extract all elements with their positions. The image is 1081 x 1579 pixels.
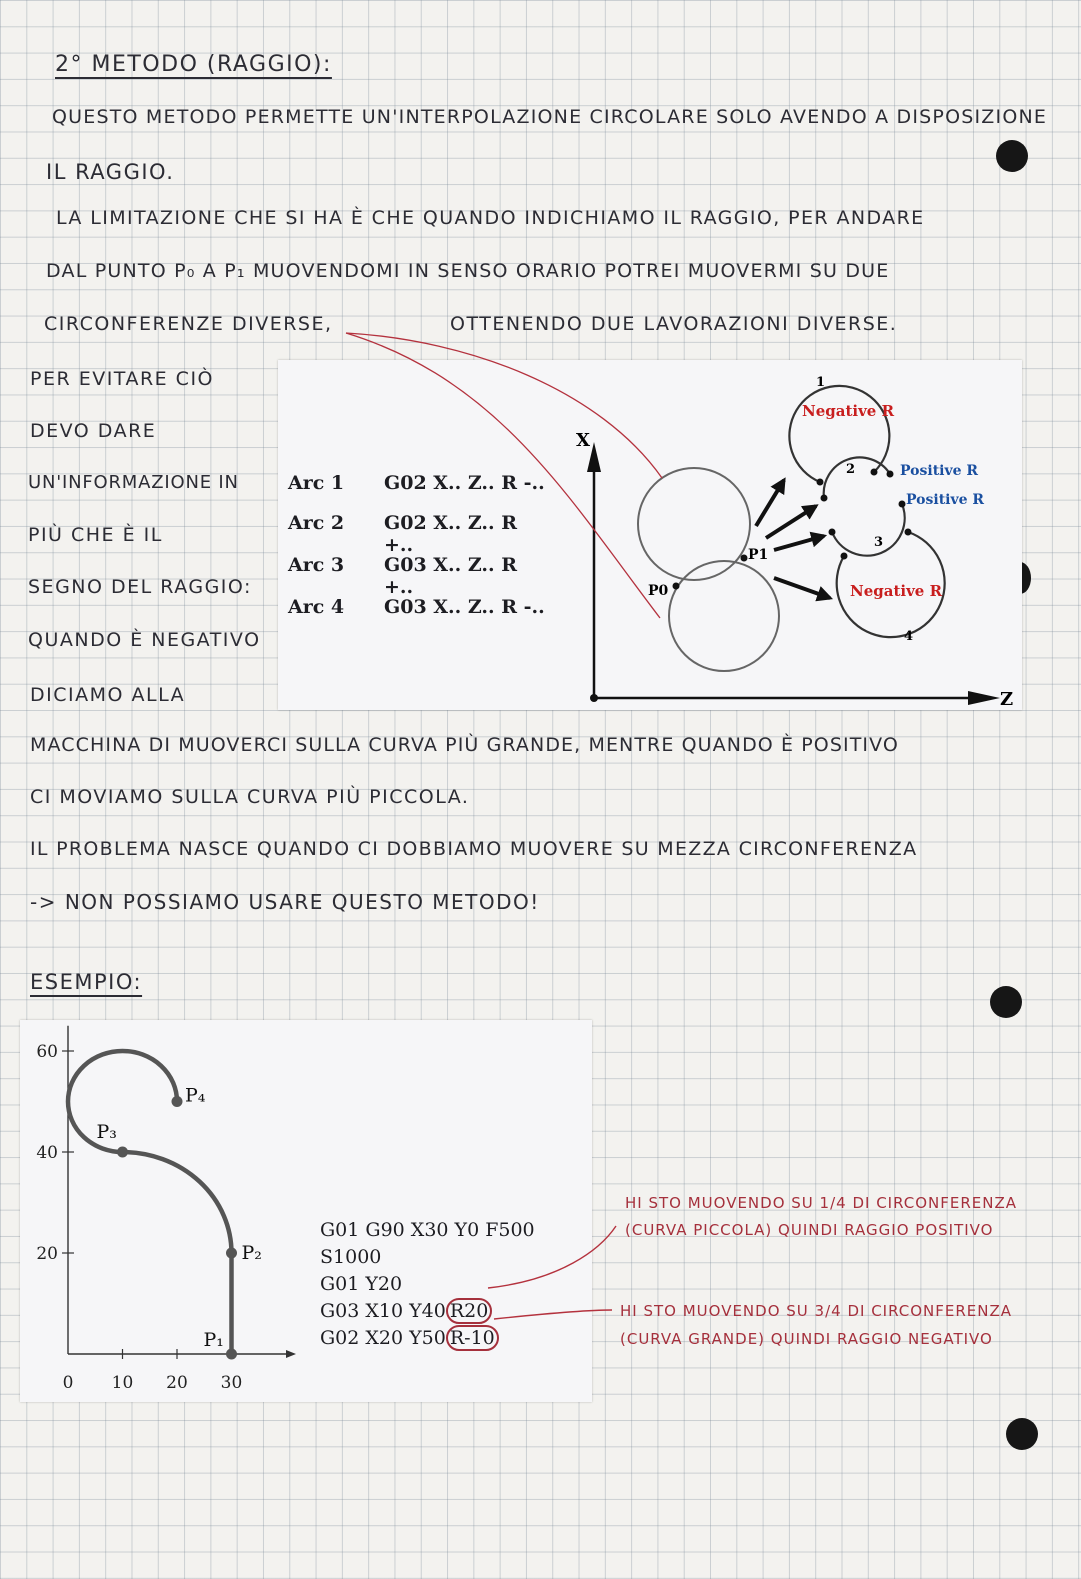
circle-upper [638, 468, 750, 580]
example-heading: ESEMPIO: [30, 970, 143, 994]
arc-1-start [817, 479, 824, 486]
arc-label: Arc 1 [288, 472, 345, 494]
path-segment [68, 1051, 177, 1152]
arc-figure [278, 360, 1022, 710]
circled-radius-r-10: R-10 [446, 1325, 499, 1351]
text-line: QUESTO METODO PERMETTE UN'INTERPOLAZIONE CIRCOLARE SOLO AVENDO A DISPOSIZIONE [52, 106, 1048, 128]
arc-number-1: 1 [816, 375, 826, 390]
p0-dot [673, 583, 680, 590]
path-point-p1 [226, 1349, 237, 1360]
path-point-p4 [172, 1096, 183, 1107]
x-tick-label: 10 [111, 1373, 134, 1393]
arc-3-end [899, 501, 906, 508]
text-line: DICIAMO ALLA [30, 684, 186, 706]
circle-lower [669, 561, 779, 671]
arc-3 [832, 504, 905, 556]
example-figure [20, 1020, 592, 1402]
text-line: CI MOVIAMO SULLA CURVA PIÙ PICCOLA. [30, 786, 470, 808]
text-line: IL RAGGIO. [46, 160, 175, 184]
negative-r-label-upper: Negative R [802, 402, 895, 420]
arc-number-3: 3 [874, 535, 884, 550]
text-line: -> NON POSSIAMO USARE QUESTO METODO! [30, 890, 540, 914]
arc-4-start [841, 553, 848, 560]
z-axis-arrow [968, 691, 1000, 705]
text-line: DEVO DARE [30, 420, 157, 442]
arc-number-2: 2 [846, 462, 856, 477]
x-axis-arrow [286, 1350, 296, 1358]
note-positive-line1: HI STO MUOVENDO SU 1/4 DI CIRCONFERENZA [625, 1194, 1018, 1212]
origin-dot [590, 694, 598, 702]
arc-3-start [829, 529, 836, 536]
text-line: OTTENENDO DUE LAVORAZIONI DIVERSE. [450, 313, 898, 335]
arrow-3 [774, 536, 824, 550]
arc-2-start [821, 495, 828, 502]
arc-code: G03 X.. Z.. R +.. [384, 554, 518, 598]
arc-number-4: 4 [904, 629, 914, 644]
arc-2-end [887, 471, 894, 478]
note-negative-line1: HI STO MUOVENDO SU 3/4 DI CIRCONFERENZA [620, 1302, 1013, 1320]
positive-r-label-2: Positive R [906, 492, 985, 508]
arc-1 [789, 386, 889, 482]
binder-hole [990, 986, 1022, 1018]
point-label-p3: P₃ [96, 1121, 117, 1143]
program-line: G01 Y20 [320, 1273, 403, 1295]
path-segment [123, 1152, 232, 1253]
text-line: SEGNO DEL RAGGIO: [28, 576, 252, 598]
arc-4-end [905, 529, 912, 536]
x-axis-label: X [576, 430, 590, 451]
note-positive-line2: (CURVA PICCOLA) QUINDI RAGGIO POSITIVO [625, 1221, 994, 1239]
y-tick-label: 60 [36, 1042, 58, 1062]
x-tick-label: 20 [166, 1373, 188, 1393]
arc-label: Arc 4 [288, 596, 345, 618]
text-line: DAL PUNTO P₀ A P₁ MUOVENDOMI IN SENSO ORARIO POTREI MUOVERMI SU DUE [46, 260, 890, 282]
program-listing [320, 1217, 592, 1352]
program-line: G01 G90 X30 Y0 F500 S1000 [320, 1219, 535, 1268]
text-line: LA LIMITAZIONE CHE SI HA È CHE QUANDO INDICHIAMO IL RAGGIO, PER ANDARE [56, 207, 925, 229]
arrow-4 [774, 578, 830, 598]
note-negative-line2: (CURVA GRANDE) QUINDI RAGGIO NEGATIVO [620, 1330, 993, 1348]
p1-dot [741, 555, 748, 562]
x-tick-label: 30 [220, 1373, 243, 1393]
binder-hole [996, 140, 1028, 172]
y-tick-label: 40 [36, 1143, 58, 1163]
arc-code: G02 X.. Z.. R +.. [384, 512, 518, 556]
program-line: G02 X20 Y50 R-10 [320, 1325, 592, 1352]
x-tick-label: 0 [62, 1373, 74, 1393]
arc-label: Arc 2 [288, 512, 345, 534]
y-tick-label: 20 [36, 1244, 58, 1264]
text-line: QUANDO È NEGATIVO [28, 629, 261, 651]
negative-r-label-lower: Negative R [850, 582, 943, 600]
arc-code: G02 X.. Z.. R -.. [384, 472, 545, 494]
arc-2 [824, 457, 890, 498]
text-line: PER EVITARE CIÒ [30, 368, 215, 390]
binder-hole [1006, 1418, 1038, 1450]
point-label-p1: P₁ [203, 1329, 224, 1351]
text-line: PIÙ CHE È IL [28, 524, 163, 546]
circles-diagram [278, 360, 1022, 710]
arrow-1 [756, 480, 784, 526]
text-line: CIRCONFERENZE DIVERSE, [44, 313, 333, 335]
arc-1-end [871, 469, 878, 476]
arc-code: G03 X.. Z.. R -.. [384, 596, 545, 618]
path-point-p2 [226, 1248, 237, 1259]
positive-r-label-1: Positive R [900, 463, 979, 479]
path-point-p3 [117, 1147, 128, 1158]
text-line: UN'INFORMAZIONE IN [28, 472, 239, 493]
arrow-2 [766, 506, 816, 538]
point-label-p4: P₄ [185, 1084, 206, 1107]
text-line: IL PROBLEMA NASCE QUANDO CI DOBBIAMO MUOVERE SU MEZZA CIRCONFERENZA [30, 838, 918, 860]
program-line: G03 X10 Y40 R20 [320, 1298, 592, 1325]
p0-label: P0 [648, 583, 669, 599]
page-title: 2° METODO (RAGGIO): [55, 52, 332, 77]
example-path-chart [20, 1020, 310, 1402]
p1-label: P1 [748, 547, 769, 563]
point-label-p2: P₂ [241, 1242, 262, 1264]
text-line: MACCHINA DI MUOVERCI SULLA CURVA PIÙ GRANDE, MENTRE QUANDO È POSITIVO [30, 734, 899, 756]
circled-radius-r20: R20 [446, 1298, 492, 1324]
arc-label: Arc 3 [288, 554, 345, 576]
z-axis-label: Z [1000, 689, 1014, 710]
